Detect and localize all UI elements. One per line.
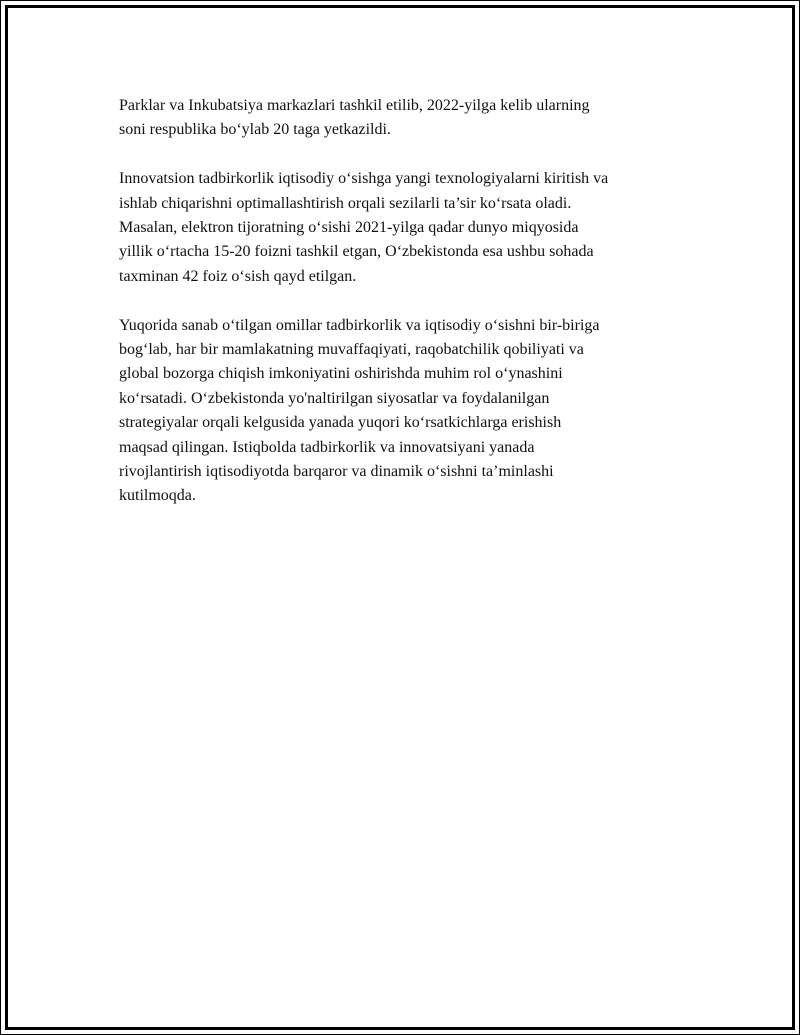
document-body [119, 94, 689, 533]
paragraph-incubation-centers: Parklar va Inkubatsiya markazlari tashkil etilib, 2022-yilga kelib ularning soni respublika bo‘ylab 20 taga yetkazildi. [119, 97, 590, 139]
paragraph-innovative-entrepreneurship: Innovatsion tadbirkorlik iqtisodiy o‘sishga yangi texnologiyalarni kiritish va ishlab chiqarishni optimallashtirish orqali sezilarli ta’sir ko‘rsata oladi. Masalan, elektron tijoratning o‘sishi 2021-yilga qadar dunyo miqyosida yillik o‘rtacha 15-20 foizni tashkil etgan, O‘zbekistonda esa ushbu sohada taxminan 42 foiz o‘sish qayd etilgan. [119, 170, 609, 285]
paragraph-conclusion: Yuqorida sanab o‘tilgan omillar tadbirkorlik va iqtisodiy o‘sishni bir-biriga bog‘lab, har bir mamlakatning muvaffaqiyati, raqobatchilik qobiliyati va global bozorga chiqish imkoniyatini oshirishda muhim rol o‘ynashini ko‘rsatadi. O‘zbekistonda yo'naltirilgan siyosatlar va foydalanilgan strategiyalar orqali kelgusida yanada yuqori ko‘rsatkichlarga erishish maqsad qilingan. Istiqbolda tadbirkorlik va innovatsiyani yanada rivojlantirish iqtisodiyotda barqaror va dinamik o‘sishni ta’minlashi kutilmoqda. [119, 316, 600, 505]
